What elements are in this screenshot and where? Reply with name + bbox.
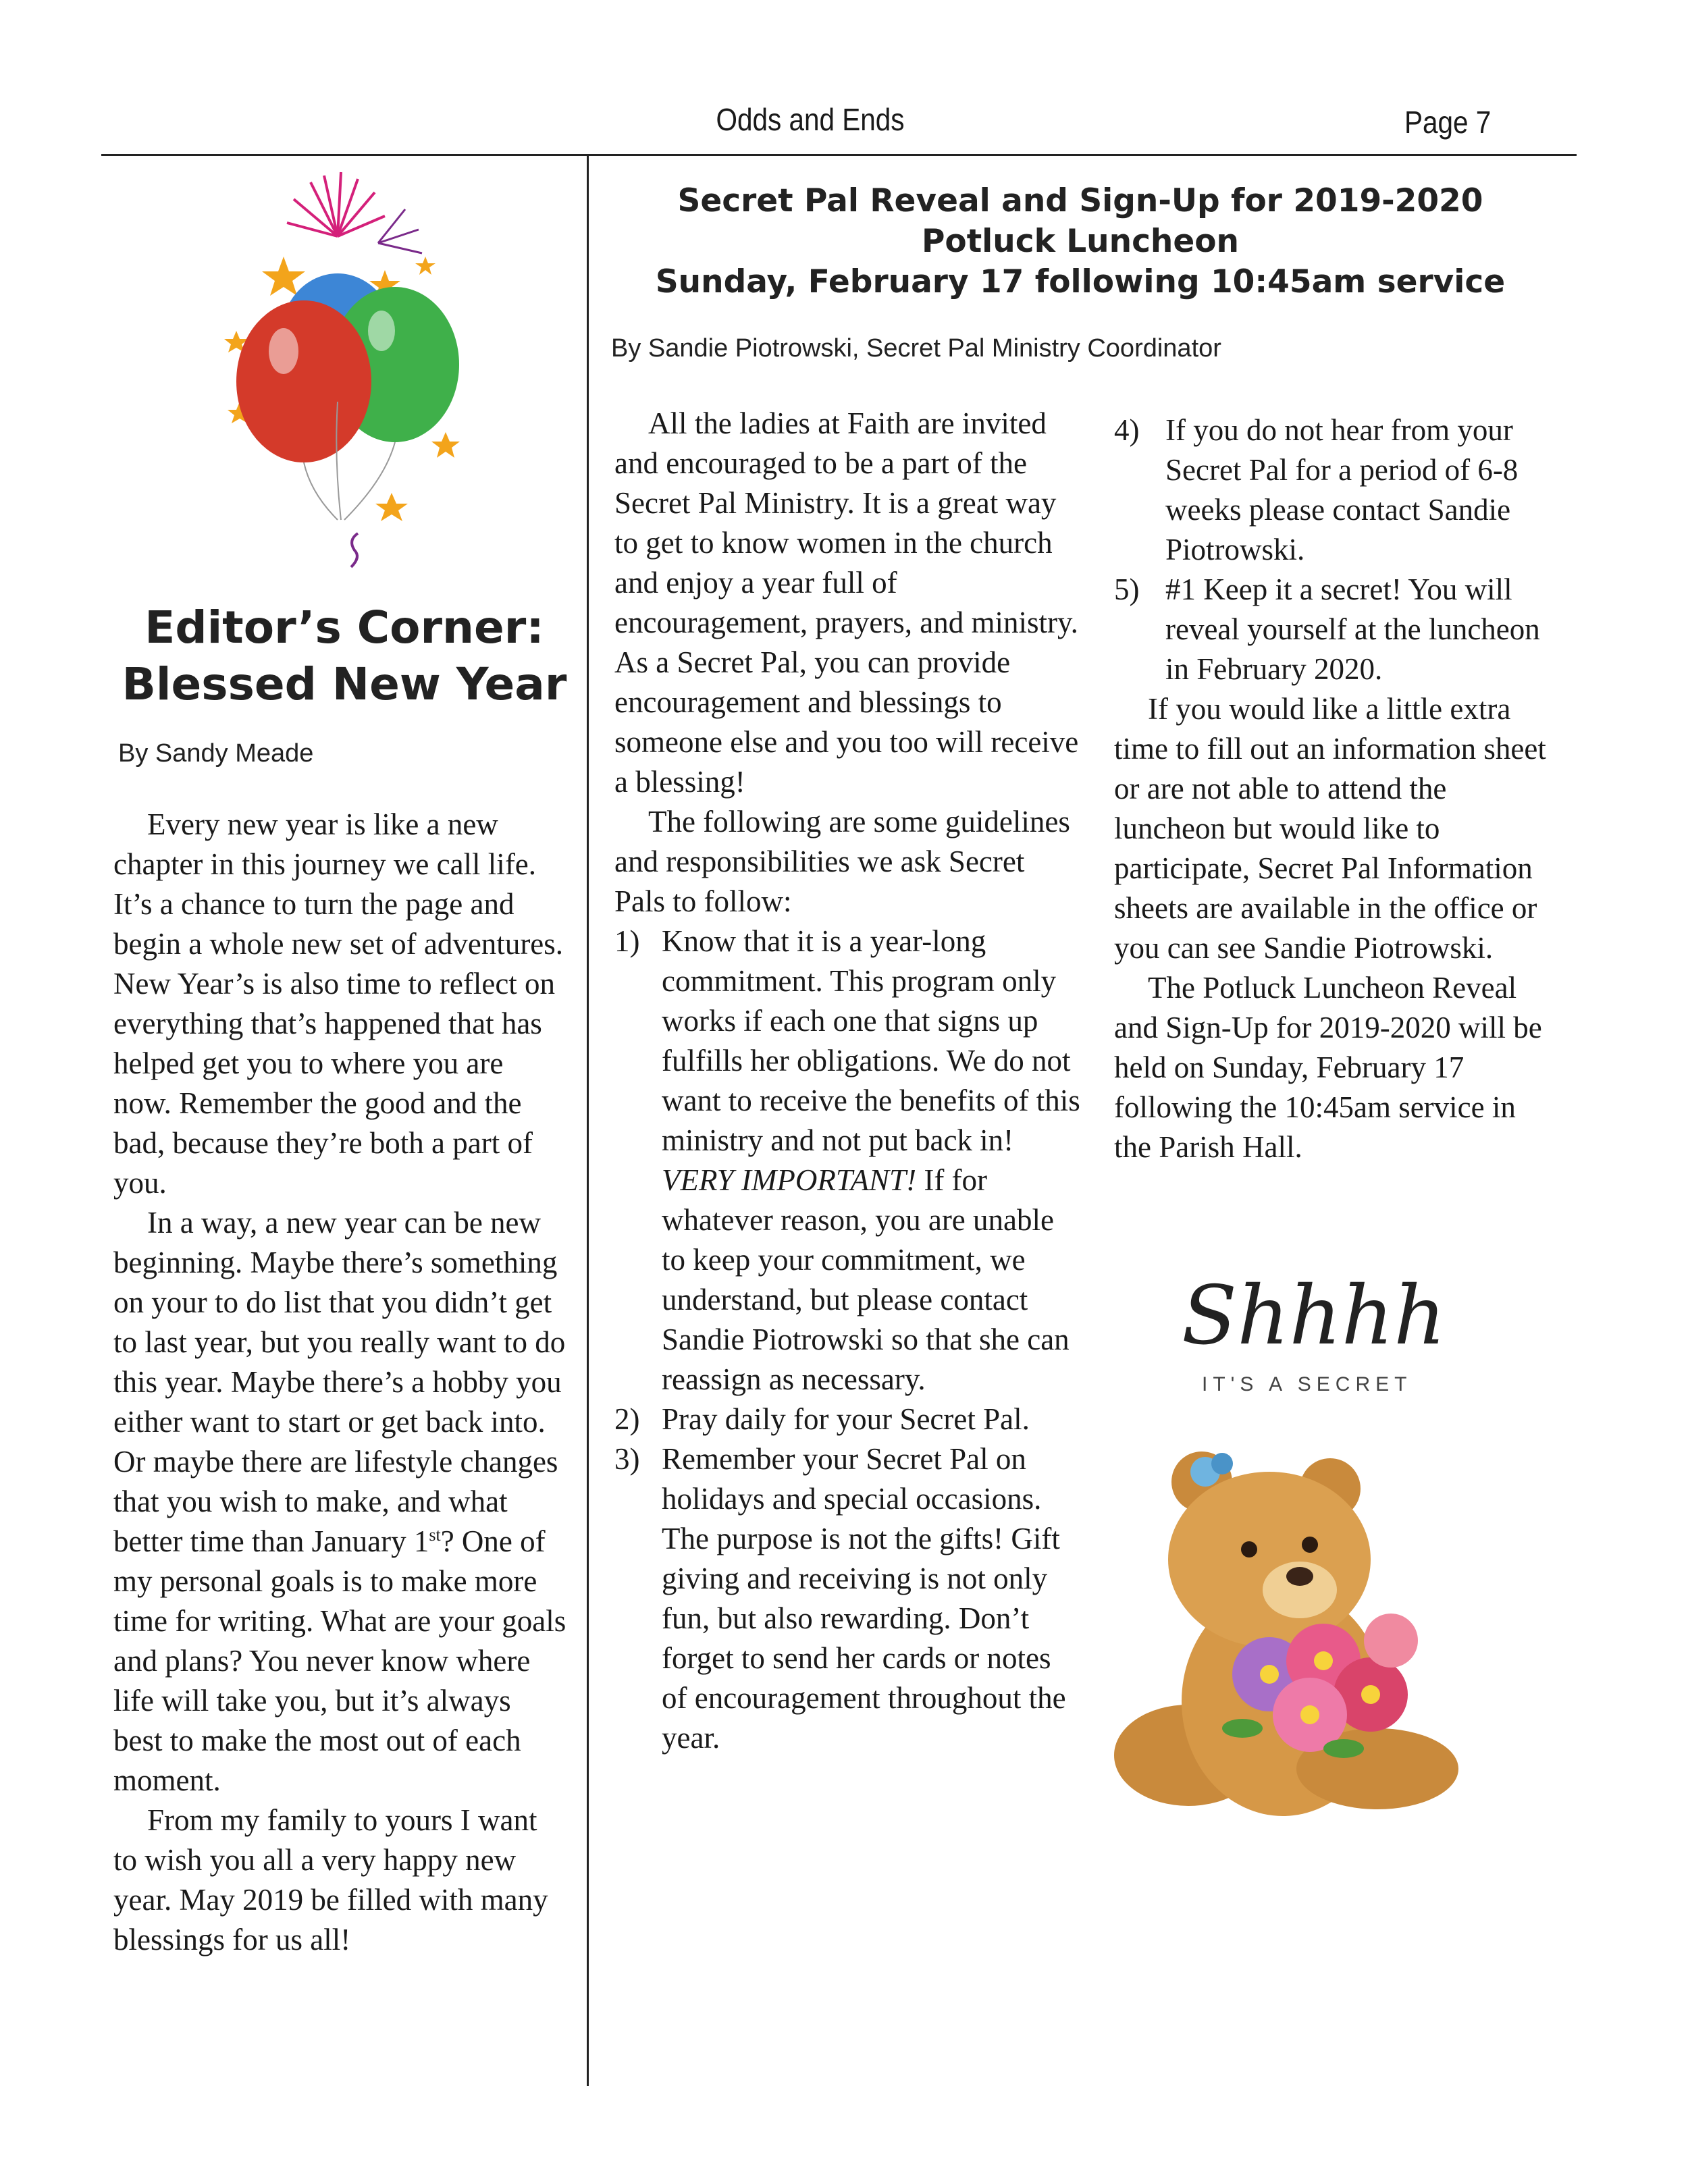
editor-paragraph: Every new year is like a new chapter in this journey we call life. It’s a chance to turn the page and begin a whole new set of adventures. New Year’s is also time to reflect on everything that’s happened that has helped get you to where you are now. Remember the good and the bad, because they’re both a part of you.	[113, 807, 564, 1200]
secret-pal-column-2	[1114, 410, 1553, 1167]
intro-paragraph: All the ladies at Faith are invited and encouraged to be a part of the Secret Pal Ministry. It is a great way to get to know women in the church and enjoy a year full of encouragement, prayers, and ministry. As a Secret Pal, you can provide encouragement and blessings to someone else and you too will receive a blessing!	[614, 406, 1079, 799]
shhh-secret-graphic	[1175, 1256, 1446, 1411]
guideline-item: 2) Pray daily for your Secret Pal.	[614, 1402, 1030, 1436]
teddy-bear-flowers-image	[1107, 1431, 1485, 1830]
secret-pal-column-1	[614, 404, 1080, 1758]
editor-paragraph: From my family to yours I want to wish you all a very happy new year. May 2019 be filled with many blessings for us all!	[113, 1803, 548, 1956]
guidelines-intro: The following are some guidelines and responsibilities we ask Secret Pals to follow:	[614, 805, 1070, 918]
guideline-item: 4) If you do not hear from your Secret Pal for a period of 6-8 weeks please contact Sandie Piotrowski.	[1114, 413, 1519, 566]
svg-text:IT'S A SECRET: IT'S A SECRET	[1202, 1373, 1413, 1395]
guideline-item: 1) Know that it is a year-long commitment. This program only works if each one that signs up fulfills her obligations. We do not want to receive the benefits of this ministry and not put back in! VERY IMPORTANT! If for whatever reason, you are unable to keep your commitment, we understand, but please contact Sandie Piotrowski so that she can reassign as necessary.	[614, 924, 1080, 1396]
editor-byline: By Sandy Meade	[118, 739, 314, 768]
balloons-fireworks-image	[223, 169, 479, 567]
editor-paragraph: In a way, a new year can be new beginning. Maybe there’s something on your to do list that you didn’t get to last year, but you really want to do this year. Maybe there’s a hobby you either want to start or get back into. Or maybe there are lifestyle changes that you wish to make, and what better time than January 1st? One of my personal goals is to make more time for writing. What are your goals and plans? You never know where life will take you, but it’s always best to make the most out of each moment.	[113, 1206, 566, 1797]
header-divider	[101, 154, 1577, 156]
closing-paragraph: The Potluck Luncheon Reveal and Sign-Up for 2019-2020 will be held on Sunday, February 17 following the 10:45am service in the Parish Hall.	[1114, 971, 1542, 1164]
guideline-item: 5) #1 Keep it a secret! You will reveal yourself at the luncheon in February 2020.	[1114, 572, 1540, 686]
page-number: Page 7	[1404, 105, 1492, 140]
editor-corner-title: Editor’s Corner: Blessed New Year	[122, 602, 567, 710]
extra-time-paragraph: If you would like a little extra time to fill out an information sheet or are not able to attend the luncheon but would like to participate, Secret Pal Information sheets are available in the office or you can see Sandie Piotrowski.	[1114, 692, 1546, 965]
secret-pal-title: Secret Pal Reveal and Sign-Up for 2019-2020 Potluck Luncheon Sunday, February 17 following 10:45am service	[655, 182, 1506, 300]
secret-pal-byline: By Sandie Piotrowski, Secret Pal Ministry Coordinator	[611, 334, 1221, 363]
editor-article-body	[113, 805, 567, 1960]
svg-text:Shhhh: Shhhh	[1182, 1269, 1446, 1363]
section-title: Odds and Ends	[716, 102, 905, 137]
guideline-item: 3) Remember your Secret Pal on holidays and special occasions. The purpose is not the gifts! Gift giving and receiving is not only fun, but also rewarding. Don’t forget to send her cards or notes of encouragement throughout the year.	[614, 1442, 1066, 1755]
column-divider	[587, 155, 589, 2086]
